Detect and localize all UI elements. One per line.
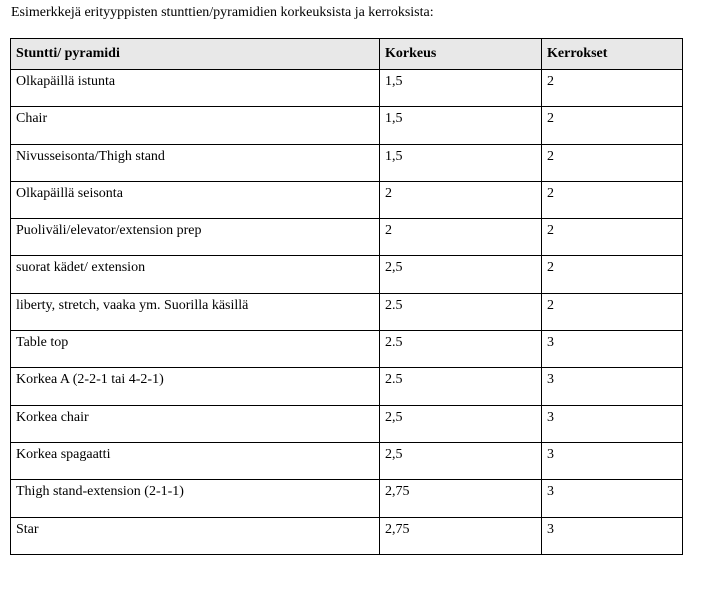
table-row xyxy=(11,368,683,405)
layers-cell: 2 xyxy=(542,293,683,330)
height-cell: 2 xyxy=(380,219,542,256)
table-header-row xyxy=(11,39,683,70)
height-cell: 2.5 xyxy=(380,293,542,330)
height-cell: 2,5 xyxy=(380,256,542,293)
table-row xyxy=(11,442,683,479)
layers-cell: 2 xyxy=(542,181,683,218)
height-cell: 2,5 xyxy=(380,442,542,479)
stunt-name-cell: Star xyxy=(11,517,380,554)
stunt-name-cell: liberty, stretch, vaaka ym. Suorilla käsillä xyxy=(11,293,380,330)
height-cell: 2.5 xyxy=(380,331,542,368)
height-cell: 2,5 xyxy=(380,405,542,442)
stunt-name-cell: Puoliväli/elevator/extension prep xyxy=(11,219,380,256)
header-height: Korkeus xyxy=(380,39,542,70)
table-row xyxy=(11,480,683,517)
stunt-name-cell: Korkea A (2-2-1 tai 4-2-1) xyxy=(11,368,380,405)
layers-cell: 3 xyxy=(542,480,683,517)
header-layers: Kerrokset xyxy=(542,39,683,70)
layers-cell: 3 xyxy=(542,517,683,554)
layers-cell: 2 xyxy=(542,107,683,144)
stunt-name-cell: Olkapäillä istunta xyxy=(11,70,380,107)
layers-cell: 3 xyxy=(542,368,683,405)
table-row xyxy=(11,144,683,181)
height-cell: 1,5 xyxy=(380,144,542,181)
layers-cell: 2 xyxy=(542,219,683,256)
stunt-name-cell: Chair xyxy=(11,107,380,144)
height-cell: 1,5 xyxy=(380,70,542,107)
height-cell: 2 xyxy=(380,181,542,218)
stunt-name-cell: Korkea spagaatti xyxy=(11,442,380,479)
stunt-name-cell: Korkea chair xyxy=(11,405,380,442)
layers-cell: 3 xyxy=(542,331,683,368)
table-row xyxy=(11,293,683,330)
height-cell: 2.5 xyxy=(380,368,542,405)
table-row xyxy=(11,219,683,256)
header-stunt: Stuntti/ pyramidi xyxy=(11,39,380,70)
stunt-height-table xyxy=(10,38,683,555)
table-row xyxy=(11,70,683,107)
table-row xyxy=(11,256,683,293)
stunt-name-cell: suorat kädet/ extension xyxy=(11,256,380,293)
layers-cell: 2 xyxy=(542,144,683,181)
table-row xyxy=(11,181,683,218)
document-caption: Esimerkkejä erityyppisten stunttien/pyramidien korkeuksista ja kerroksista: xyxy=(11,5,434,20)
table-row xyxy=(11,405,683,442)
table-row xyxy=(11,331,683,368)
height-cell: 2,75 xyxy=(380,517,542,554)
height-cell: 1,5 xyxy=(380,107,542,144)
stunt-name-cell: Olkapäillä seisonta xyxy=(11,181,380,218)
height-cell: 2,75 xyxy=(380,480,542,517)
layers-cell: 2 xyxy=(542,70,683,107)
table-row xyxy=(11,107,683,144)
stunt-name-cell: Table top xyxy=(11,331,380,368)
stunt-name-cell: Thigh stand-extension (2-1-1) xyxy=(11,480,380,517)
layers-cell: 2 xyxy=(542,256,683,293)
layers-cell: 3 xyxy=(542,405,683,442)
table-row xyxy=(11,517,683,554)
stunt-name-cell: Nivusseisonta/Thigh stand xyxy=(11,144,380,181)
layers-cell: 3 xyxy=(542,442,683,479)
